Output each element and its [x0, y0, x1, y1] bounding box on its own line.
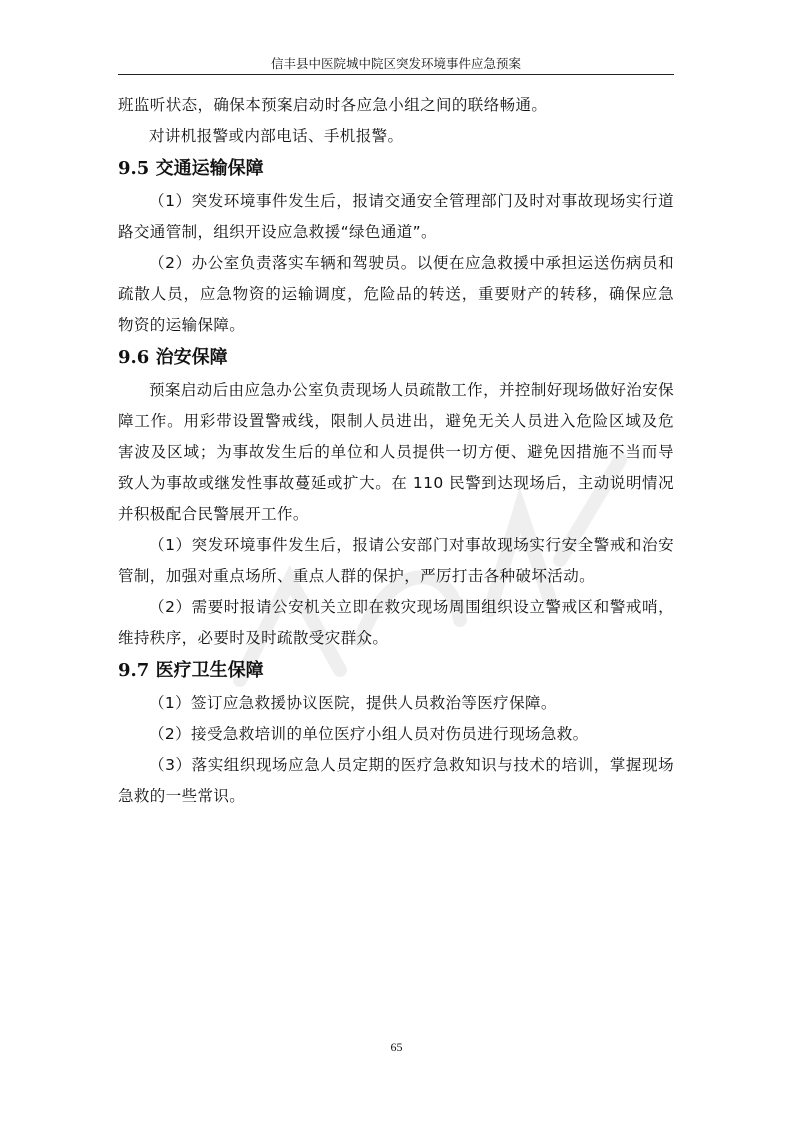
document-body [118, 90, 674, 812]
section-heading-9-7: 9.7 医疗卫生保障 [118, 660, 264, 681]
page-header: 信丰县中医院城中院区突发环境事件应急预案 [118, 56, 674, 75]
paragraph-6: （1）突发环境事件发生后，报请公安部门对事故现场实行安全警戒和治安管制，加强对重点场所、重点人群的保护，严厉打击各种破坏活动。 [118, 536, 674, 585]
paragraph-1: 班监听状态，确保本预案启动时各应急小组之间的联络畅通。 [118, 96, 548, 114]
paragraph-4: （2）办公室负责落实车辆和驾驶员。以便在应急救援中承担运送伤病员和疏散人员，应急物资的运输调度，危险品的转送，重要财产的转移，确保应急物资的运输保障。 [118, 254, 674, 334]
paragraph-8: （1）签订应急救援协议医院，提供人员救治等医疗保障。 [149, 694, 557, 712]
paragraph-7: （2）需要时报请公安机关立即在救灾现场周围组织设立警戒区和警戒哨，维持秩序，必要时及时疏散受灾群众。 [118, 598, 674, 647]
paragraph-3: （1）突发环境事件发生后，报请交通安全管理部门及时对事故现场实行道路交通管制，组织开设应急救援“绿色通道”。 [118, 192, 674, 241]
page-number: 65 [390, 1040, 403, 1054]
paragraph-2: 对讲机报警或内部电话、手机报警。 [149, 127, 404, 145]
paragraph-9: （2）接受急救培训的单位医疗小组人员对伤员进行现场急救。 [149, 725, 589, 743]
paragraph-10: （3）落实组织现场应急人员定期的医疗急救知识与技术的培训，掌握现场急救的一些常识。 [118, 756, 674, 805]
section-heading-9-5: 9.5 交通运输保障 [118, 158, 264, 179]
paragraph-5: 预案启动后由应急办公室负责现场人员疏散工作，并控制好现场做好治安保障工作。用彩带设置警戒线，限制人员进出，避免无关人员进入危险区域及危害波及区域；为事故发生后的单位和人员提供一切方便、避免因措施不当而导致人为事故或继发性事故蔓延或扩大。在 110 民警到达现场后，主动说明情况并积极配合民警展开工作。 [118, 381, 674, 523]
section-heading-9-6: 9.6 治安保障 [118, 347, 228, 368]
